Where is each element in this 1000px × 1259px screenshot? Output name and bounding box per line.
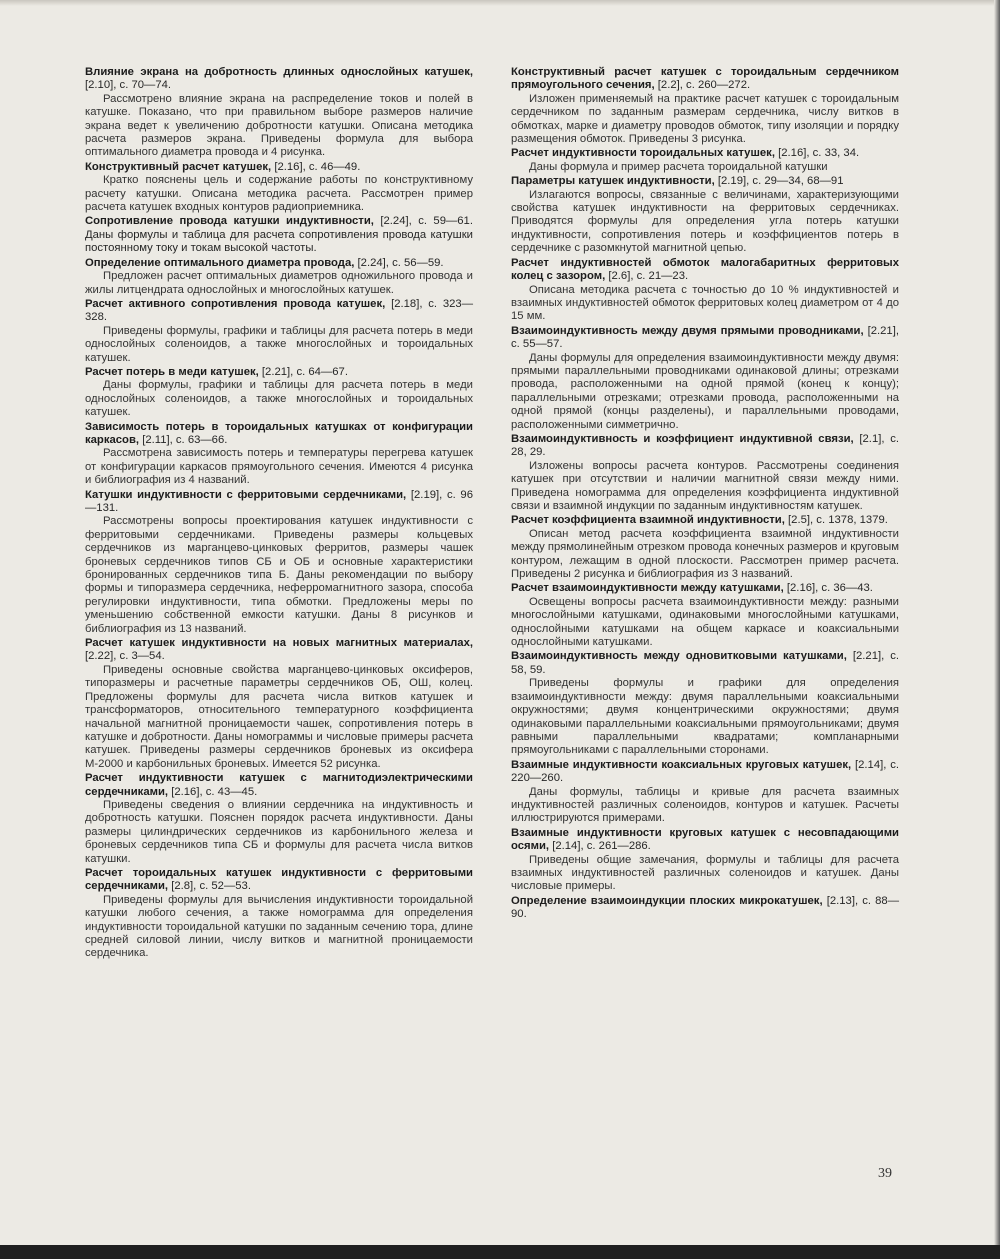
entry-annotation: Предложен расчет оптимальных диаметров одножильного провода и жилы литцендрата однослойных и многослойных катушек.: [85, 270, 473, 296]
bibliography-entry: [85, 257, 473, 297]
entry-heading: [511, 175, 899, 188]
entry-reference: [2.24], с. 59—61. Даны формулы и таблица для расчета сопротивления провода катушки постоянному току и токам высокой частоты.: [85, 215, 473, 255]
entry-title: Взаимоиндуктивность между двумя прямыми проводниками,: [511, 324, 864, 337]
entry-heading: [85, 215, 473, 255]
entry-heading: [511, 895, 899, 922]
entry-annotation: Описана методика расчета с точностью до 10 % индуктивностей и взаимных индуктивностей обмоток ферритовых колец диаметром от 4 до 15 мм.: [511, 283, 899, 323]
entry-reference: [2.8], с. 52—53.: [171, 880, 251, 893]
bibliography-entry: [511, 175, 899, 255]
entry-annotation: Приведены основные свойства марганцево-цинковых оксиферов, типоразмеры и расчетные параметры сердечников ОБ, ОШ, колец. Предложены формулы для расчета числа витков катушек и трансформаторов, относительного температурного коэффициента начальной магнитной проницаемости чашек, сопротивления потерь в катушке и добротности. Даны номограммы и числовые примеры расчета катушек. Приведены размеры сердечников броневых из оксифера М-2000 и карбонильных броневых. Имеется 52 рисунка.: [85, 663, 473, 770]
entry-title: Расчет потерь в меди катушек,: [85, 365, 259, 378]
left-column: [85, 66, 473, 962]
entry-reference: [2.21], с. 58, 59.: [511, 650, 900, 676]
entry-heading: [85, 257, 473, 270]
bibliography-entry: [85, 772, 473, 866]
entry-title: Конструктивный расчет катушек с тороидальным сердечником прямоугольного сечения,: [511, 66, 899, 92]
bibliography-entry: [85, 298, 473, 365]
entry-title: Взаимные индуктивности коаксиальных круговых катушек,: [511, 758, 852, 771]
entry-title: Расчет коэффициента взаимной индуктивности,: [511, 514, 785, 527]
entry-title: Определение оптимального диаметра провода,: [85, 256, 355, 269]
bibliography-entry: [85, 366, 473, 420]
bibliography-entry: [85, 867, 473, 961]
entry-heading: [85, 298, 473, 325]
entry-reference: [2.5], с. 1378, 1379.: [788, 514, 888, 527]
bibliography-entry: [85, 161, 473, 215]
entry-title: Взаимоиндуктивность и коэффициент индуктивной связи,: [511, 432, 854, 445]
entry-heading: [85, 66, 473, 93]
entry-reference: [2.16], с. 33, 34.: [778, 147, 860, 160]
bibliography-entry: [511, 257, 899, 324]
entry-annotation: Даны формулы, графики и таблицы для расчета потерь в меди однослойных соленоидов, а также многослойных и тороидальных катушек.: [85, 379, 473, 419]
entry-title: Параметры катушек индуктивности,: [511, 175, 715, 188]
entry-reference: [2.6], с. 21—23.: [608, 270, 689, 283]
entry-heading: [511, 514, 899, 527]
bibliography-entry: [511, 514, 899, 581]
entry-annotation: Приведены сведения о влиянии сердечника на индуктивность и добротность катушки. Пояснен порядок расчета индуктивности. Даны размеры цилиндрических сердечников из карбонильного железа и броневых сердечников типа СБ и формулы для расчета числа витков катушки.: [85, 798, 473, 865]
entry-annotation: Рассмотрено влияние экрана на распределение токов и полей в катушке. Показано, что при правильном выборе размеров наличие экрана ведет к увеличению добротности катушки. Описана методика расчета размеров экрана. Приведены формула для выбора оптимального диаметра провода и 4 рисунка.: [85, 92, 473, 159]
entry-reference: [2.16], с. 43—45.: [171, 785, 258, 798]
bibliography-entry: [511, 582, 899, 649]
entry-title: Расчет индуктивностей обмоток малогабаритных ферритовых колец с зазором,: [511, 256, 899, 283]
bibliography-entry: [85, 66, 473, 160]
entry-heading: [85, 161, 473, 174]
entry-reference: [2.2], с. 260—272.: [657, 79, 751, 92]
entry-heading: [511, 66, 899, 93]
bibliography-entry: [511, 650, 899, 757]
entry-reference: [2.21], с. 55—57.: [511, 324, 899, 351]
entry-annotation: Даны формула и пример расчета тороидальной катушки: [529, 160, 828, 173]
entry-heading: [85, 366, 473, 379]
entry-title: Влияние экрана на добротность длинных однослойных катушек,: [85, 66, 473, 78]
bibliography-entry: [511, 325, 899, 432]
entry-reference: [2.1], с. 28, 29.: [511, 432, 899, 459]
entry-reference: [2.21], с. 64—67.: [261, 365, 348, 378]
page-top-edge: [0, 0, 1000, 6]
entry-heading: [85, 421, 473, 448]
entry-title: Сопротивление провода катушки индуктивности,: [85, 215, 374, 228]
bibliography-entry: [511, 433, 899, 513]
entry-annotation: Освещены вопросы расчета взаимоиндуктивности между: разными многослойными катушками, одинаковыми многослойными катушками, однослойными катушками на общем каркасе и коаксиальными однослойными катушками.: [511, 595, 899, 649]
entry-heading: [511, 433, 899, 460]
entry-reference: [2.11], с. 63—66.: [142, 433, 228, 446]
entry-reference: [2.13], с. 88—90.: [511, 894, 899, 921]
bibliography-entry: [511, 827, 899, 894]
entry-annotation: Описан метод расчета коэффициента взаимной индуктивности между прямолинейным отрезком провода конечных размеров и круговым контуром, лежащим в одной плоскости. Рассмотрен пример расчета. Приведены 2 рисунка и библиография из 3 названий.: [511, 527, 899, 581]
entry-heading: [85, 772, 473, 799]
entry-heading: [511, 827, 899, 854]
entry-reference: [2.18], с. 323—328.: [85, 297, 473, 324]
entry-reference: [2.24], с. 56—59.: [357, 256, 444, 269]
entry-annotation: Даны формулы, таблицы и кривые для расчета взаимных индуктивностей различных соленоидов, контуров и катушек. Расчеты иллюстрируются примерами.: [511, 785, 899, 825]
bibliography-entry: [85, 637, 473, 771]
entry-title: Расчет тороидальных катушек индуктивности с ферритовыми сердечниками,: [85, 866, 473, 893]
page-number: 39: [878, 1166, 892, 1181]
entry-annotation: Приведены формулы и графики для определения взаимоиндуктивности между: двумя параллельными коаксиальными окружностями; двумя концентрическими окружностями; двумя одинаковыми параллельными коаксиальными прямоугольниками; двумя равными параллельными квадратами; компланарными прямоугольниками с параллельными сторонами.: [511, 677, 899, 757]
entry-heading: [511, 257, 899, 284]
entry-annotation: Приведены формулы, графики и таблицы для расчета потерь в меди однослойных соленоидов, а также многослойных и тороидальных катушек.: [85, 324, 473, 364]
entry-annotation: Изложены вопросы расчета контуров. Рассмотрены соединения катушек при отсутствии и наличии магнитной связи между ними. Приведена номограмма для определения коэффициента индуктивной связи и взаимной индукции по заданным индуктивностям катушек.: [511, 459, 899, 512]
page-bottom-edge: [0, 1245, 1000, 1259]
entry-heading: [85, 489, 473, 516]
bibliography-entry: [511, 147, 899, 174]
entry-annotation: Приведены формулы для вычисления индуктивности тороидальной катушки любого сечения, а также номограмма для определения индуктивности тороидальной катушки по заданным сечению тора, длине средней силовой линии, числу витков и магнитной проницаемости сердечника.: [85, 893, 473, 960]
entry-reference: [2.14], с. 220—260.: [511, 758, 899, 785]
entry-reference: [2.10], с. 70—74.: [85, 79, 172, 92]
entry-heading: [511, 759, 899, 786]
entry-annotation: Даны формулы для определения взаимоиндуктивности между двумя: прямыми параллельными проводниками одинаковой длины; отрезками провода, расположенными на одной прямой (конец к концу); параллельными отрезками; отрезками провода, расположенными на одной прямой (концы разделены), и параллельными проводами, расположенными симметрично.: [511, 351, 899, 431]
bibliography-entry: [511, 759, 899, 826]
entry-title: Катушки индуктивности с ферритовыми сердечниками,: [85, 488, 407, 501]
entry-reference: [2.16], с. 46—49.: [274, 160, 361, 173]
entry-annotation: Рассмотрены вопросы проектирования катушек индуктивности с ферритовыми сердечниками. Приведены размеры кольцевых сердечников из марганцево-цинковых ферритов, размеры чашек броневых сердечников типов СБ и ОБ и основные характеристики бронированных сердечников типа Б. Даны рекомендации по выбору формы и типоразмера сердечника, неферромагнитного зазора, способа регулировки индуктивности, типа обмотки. Предложены меры по уменьшению собственной емкости катушки. Даны 8 рисунков и библиография из 13 названий.: [85, 515, 473, 635]
entry-heading: [511, 147, 899, 160]
entry-title: Определение взаимоиндукции плоских микрокатушек,: [511, 894, 823, 907]
entry-title: Взаимоиндуктивность между одновитковыми катушками,: [511, 650, 847, 663]
entry-annotation: Излагаются вопросы, связанные с величинами, характеризующими свойства катушек индуктивности на ферритовых сердечниках. Приводятся формулы для определения угла потерь катушки индуктивности, сопротивления потерь и коэффициентов потерь в сердечнике с разомкнутой магнитной цепью.: [511, 188, 899, 255]
entry-title: Расчет взаимоиндуктивности между катушками,: [511, 582, 784, 595]
entry-heading: [511, 650, 899, 677]
entry-heading: [85, 637, 473, 664]
right-column: [511, 66, 899, 923]
entry-annotation: Кратко пояснены цель и содержание работы по конструктивному расчету катушки. Описана методика расчета. Рассмотрен пример расчета катушек входных контуров радиоприемника.: [85, 174, 473, 214]
entry-reference: [2.19], с. 29—34, 68—91: [717, 175, 844, 188]
entry-heading: [511, 582, 899, 595]
bibliography-entry: [85, 489, 473, 636]
entry-title: Расчет индуктивности катушек с магнитодиэлектрическими сердечниками,: [85, 772, 473, 798]
entry-title: Конструктивный расчет катушек,: [85, 160, 272, 173]
entry-title: Расчет катушек индуктивности на новых магнитных материалах,: [85, 637, 473, 650]
entry-title: Зависимость потерь в тороидальных катушках от конфигурации каркасов,: [85, 420, 473, 446]
entry-title: Расчет активного сопротивления провода катушек,: [85, 297, 386, 310]
page-right-edge: [994, 0, 1000, 1259]
bibliography-entry: [85, 215, 473, 255]
bibliography-entry: [511, 66, 899, 146]
entry-reference: [2.14], с. 261—286.: [552, 840, 651, 853]
entry-reference: [2.16], с. 36—43.: [786, 582, 873, 595]
entry-annotation: Изложен применяемый на практике расчет катушек с тороидальным сердечником по заданным размерам сердечника, числу витков в обмотках, марке и диаметру проводов обмоток, типу изоляции и порядку размещения обмоток. Приведены 3 рисунка.: [511, 92, 899, 146]
entry-annotation: Рассмотрена зависимость потерь и температуры перегрева катушек от конфигурации каркасов прямоугольного сечения. Имеются 4 рисунка и библиография из 4 названий.: [85, 447, 473, 487]
entry-title: Взаимные индуктивности круговых катушек с несовпадающими осями,: [511, 826, 899, 853]
entry-heading: [85, 867, 473, 894]
entry-heading: [511, 325, 899, 352]
entry-title: Расчет индуктивности тороидальных катушек,: [511, 147, 775, 160]
bibliography-entry: [511, 895, 899, 922]
entry-reference: [2.22], с. 3—54.: [85, 650, 165, 663]
entry-reference: [2.19], с. 96—131.: [85, 488, 473, 514]
bibliography-entry: [85, 421, 473, 488]
entry-annotation: Приведены общие замечания, формулы и таблицы для расчета взаимных индуктивностей различных соленоидов и катушек. Даны числовые примеры.: [511, 853, 899, 893]
